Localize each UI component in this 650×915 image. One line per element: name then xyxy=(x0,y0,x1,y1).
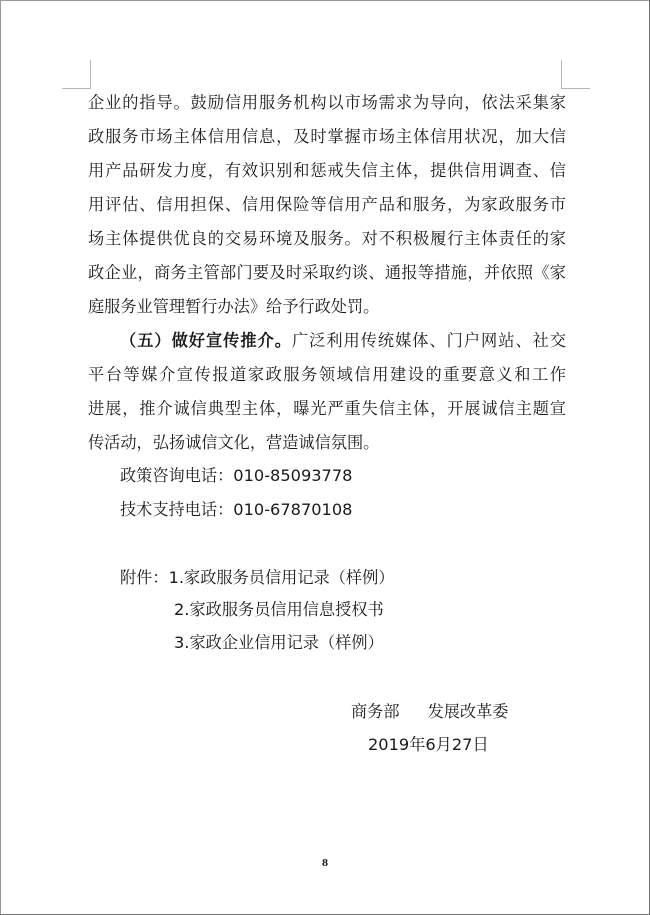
attachment-line xyxy=(120,568,394,588)
signature-orgs xyxy=(351,702,509,722)
signature-org: 发展改革委 xyxy=(427,702,509,721)
paragraph-line: 平台等媒介宣传报道家政服务领域信用建设的重要意义和工作 xyxy=(88,365,566,384)
page-number: 8 xyxy=(321,859,329,869)
paragraph-line: 用评估、信用担保、信用保险等信用产品和服务，为家政服务市 xyxy=(88,195,566,214)
attachment-item: 1.家政服务员信用记录（样例） xyxy=(168,568,395,587)
section-five-first-line xyxy=(120,331,566,351)
attachment-item: 3.家政企业信用记录（样例） xyxy=(174,633,384,652)
paragraph-line: 企业的指导。鼓励信用服务机构以市场需求为导向，依法采集家 xyxy=(88,93,566,112)
attachment-item: 2.家政服务员信用信息授权书 xyxy=(174,600,384,619)
margin-corner-mark xyxy=(62,60,91,89)
paragraph-line: 政服务市场主体信用信息，及时掌握市场主体信用状况，加大信 xyxy=(88,127,566,146)
paragraph-line: 政企业，商务主管部门要及时采取约谈、通报等措施，并依照《家 xyxy=(88,263,566,282)
paragraph-line: 场主体提供优良的交易环境及服务。对不积极履行主体责任的家 xyxy=(88,229,566,248)
section-text: 广泛利用传统媒体、门户网站、社交 xyxy=(291,331,567,350)
attachment-label: 附件： xyxy=(120,568,169,587)
paragraph-line: 进展，推介诚信典型主体，曝光严重失信主体，开展诚信主题宣 xyxy=(88,399,566,418)
signature-org: 商务部 xyxy=(351,702,400,721)
signature-date: 2019年6月27日 xyxy=(368,735,489,754)
tech-phone: 技术支持电话：010-67870108 xyxy=(120,500,353,519)
paragraph-line: 庭服务业管理暂行办法》给予行政处罚。 xyxy=(88,297,380,316)
paragraph-line: 传活动，弘扬诚信文化，营造诚信氛围。 xyxy=(88,433,380,452)
section-heading: （五）做好宣传推介。 xyxy=(120,331,292,350)
paragraph-line: 用产品研发力度，有效识别和惩戒失信主体，提供信用调查、信 xyxy=(88,161,566,180)
policy-phone: 政策咨询电话：010-85093778 xyxy=(120,466,353,485)
margin-corner-mark xyxy=(561,60,590,89)
